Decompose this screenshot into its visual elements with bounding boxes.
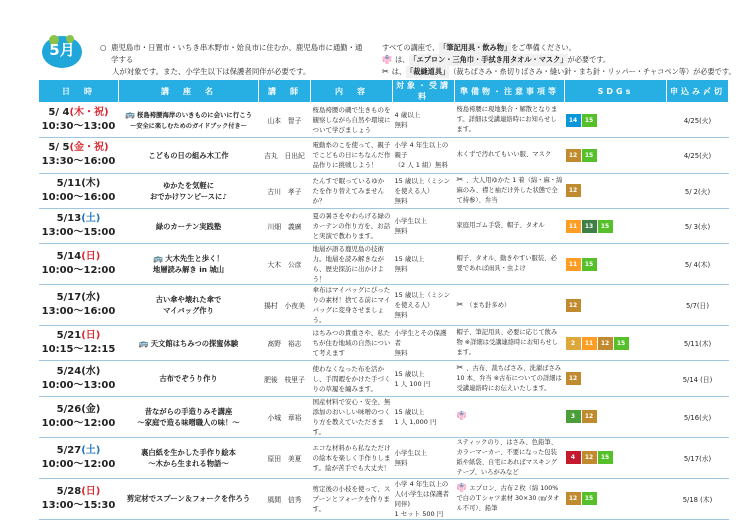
sewing-icon: ✂ bbox=[456, 175, 464, 185]
deadline-cell: 5/17(水) bbox=[667, 437, 729, 478]
course-cell bbox=[119, 103, 259, 138]
content-cell: 夏の暑さをやわらげる緑のカーテンの作り方を、お話と実演で教わります。 bbox=[311, 208, 393, 243]
sdg-goal-icon: 4 bbox=[566, 451, 581, 464]
course-cell bbox=[119, 138, 259, 173]
sdg-goal-icon: 3 bbox=[566, 410, 581, 423]
weekday-value: (金・祝) bbox=[69, 142, 109, 154]
date-cell bbox=[39, 396, 119, 437]
sdg-icons bbox=[566, 220, 630, 233]
instructor-cell: 髙野 裕志 bbox=[259, 326, 311, 361]
sdgs-cell bbox=[565, 208, 667, 243]
sdg-goal-icon: 15 bbox=[582, 258, 597, 271]
table-row bbox=[39, 396, 729, 437]
preparation-text: 家庭用ゴム手袋、帽子、タオル bbox=[456, 222, 545, 230]
deadline-cell: 5/ 2(火) bbox=[667, 173, 729, 208]
sdg-goal-icon: 15 bbox=[582, 492, 597, 505]
course-table bbox=[38, 79, 729, 520]
target-audience: 小学 4 年生以上の人(小学生は保護者同伴) bbox=[394, 479, 450, 508]
preparation-cell bbox=[455, 437, 565, 478]
date-cell bbox=[39, 173, 119, 208]
target-audience: 小学生とその保護者 bbox=[394, 329, 447, 348]
date-cell bbox=[39, 437, 119, 478]
target-audience: 15 歳以上 bbox=[394, 255, 425, 264]
course-title: こどもの日の組み木工作 bbox=[148, 150, 229, 160]
course-title-line bbox=[121, 406, 257, 417]
table-row bbox=[39, 361, 729, 396]
target-audience: 4 歳以上 bbox=[394, 111, 421, 120]
table-row bbox=[39, 138, 729, 173]
course-title-line bbox=[121, 294, 257, 305]
table-row bbox=[39, 478, 729, 519]
sdg-icons bbox=[566, 451, 630, 464]
sdg-goal-icon: 11 bbox=[566, 258, 581, 271]
weekday-value: (土) bbox=[81, 444, 101, 456]
sdg-goal-icon: 11 bbox=[582, 337, 597, 350]
sdg-goal-icon: 14 bbox=[566, 114, 581, 127]
target-audience: 15 歳以上（ミシンを使える人） bbox=[394, 291, 451, 310]
preparation-cell bbox=[455, 285, 565, 326]
content-cell: 電動糸のこを使って、親子でこどもの日にちなんだ作品作りに挑戦しよう！ bbox=[311, 138, 393, 173]
deadline-cell: 5/11(木) bbox=[667, 326, 729, 361]
course-title-line bbox=[121, 109, 257, 121]
date-line bbox=[41, 485, 117, 499]
date-value: 5/14 bbox=[56, 251, 82, 263]
course-title: 大木先生と歩く！ bbox=[165, 254, 224, 264]
sdg-icons bbox=[566, 337, 630, 350]
sdg-goal-icon: 12 bbox=[598, 337, 613, 350]
course-title: 桜島袴腰海岸のいきものに会いに行こう bbox=[136, 110, 252, 119]
header-preparation: 準備物・注意事項等 bbox=[455, 80, 565, 103]
time-range: 10:00～12:00 bbox=[41, 265, 116, 277]
course-title-line bbox=[121, 338, 257, 349]
preparation-text: 帽子、タオル、動きやすい服装、必要であれば雨具・虫よけ bbox=[456, 255, 557, 273]
course-subtitle: ～木から生まれる物語～ bbox=[148, 458, 229, 468]
course-cell bbox=[119, 437, 259, 478]
table-row bbox=[39, 173, 729, 208]
sdg-icons bbox=[566, 114, 630, 127]
preparation-cell bbox=[455, 208, 565, 243]
date-value: 5/ 5 bbox=[48, 142, 70, 154]
date-value: 5/27 bbox=[56, 444, 82, 456]
sdgs-cell bbox=[565, 173, 667, 208]
content-cell: はちみつの貴重さや、私たちが住む地域の自然について考えます bbox=[311, 326, 393, 361]
instructor-cell: 川畑 義廣 bbox=[259, 208, 311, 243]
course-title-line bbox=[121, 150, 257, 161]
table-row bbox=[39, 285, 729, 326]
fee: 無料 bbox=[394, 227, 408, 236]
fee: 無料 bbox=[394, 196, 408, 205]
date-cell bbox=[39, 208, 119, 243]
course-cell bbox=[119, 208, 259, 243]
date-cell bbox=[39, 138, 119, 173]
bus-icon: 🚌 bbox=[153, 254, 164, 264]
instructor-cell: 吉丸 日出紀 bbox=[259, 138, 311, 173]
course-cell bbox=[119, 361, 259, 396]
header-deadline: 申込み〆切 bbox=[667, 80, 729, 103]
course-title: 昔ながらの手造りみそ講座 bbox=[144, 406, 233, 416]
note-line: 人が対象です。また、小学生以下は保護者同伴が必要です。 bbox=[112, 67, 311, 76]
sewing-icon: ✂ bbox=[382, 67, 389, 76]
target-audience: 小学生以上 bbox=[394, 217, 427, 226]
sdg-goal-icon: 15 bbox=[582, 149, 597, 162]
weekday-value: (水) bbox=[81, 365, 101, 377]
preparation-text: 桜島袴腰に現地集合・解散となります。詳細は受講連絡時にお知らせします。 bbox=[456, 106, 558, 134]
date-line bbox=[41, 106, 117, 120]
content-cell: 傘布はマイバッグにぴったりの素材！捨てる前にマイバッグに変身させましょう。 bbox=[311, 285, 393, 326]
sdg-goal-icon: 12 bbox=[566, 184, 581, 197]
date-line bbox=[41, 212, 117, 226]
course-title-line bbox=[121, 180, 257, 191]
fee: （2 人 1 組）無料 bbox=[394, 161, 448, 170]
course-subtitle: ～家庭で造る味噌職人の味！～ bbox=[137, 417, 240, 427]
fee: 無料 bbox=[394, 349, 408, 358]
course-title-line bbox=[121, 221, 257, 232]
weekday-value: (土) bbox=[81, 213, 101, 225]
header-target-fee: 対象・受講料 bbox=[393, 80, 455, 103]
instructor-cell: 揚村 小夜美 bbox=[259, 285, 311, 326]
target-fee-cell bbox=[393, 173, 455, 208]
content-cell: 地層が語る鹿児島の技術力。地層を読み解きながら、歴史探訪に出かけよう！ bbox=[311, 244, 393, 285]
preparation-cell bbox=[455, 103, 565, 138]
preparation-cell bbox=[455, 138, 565, 173]
target-fee-cell bbox=[393, 326, 455, 361]
course-cell bbox=[119, 173, 259, 208]
deadline-cell: 5/ 4(木) bbox=[667, 244, 729, 285]
time-range: 13:00～15:30 bbox=[41, 499, 116, 511]
fee: 無料 bbox=[394, 458, 408, 467]
date-value: 5/ 4 bbox=[48, 107, 70, 119]
header-instructor: 講 師 bbox=[259, 80, 311, 103]
date-value: 5/24 bbox=[56, 365, 82, 377]
course-title-line bbox=[121, 373, 257, 384]
sdg-icons bbox=[566, 149, 630, 162]
weekday-value: (金) bbox=[81, 403, 101, 415]
date-cell bbox=[39, 361, 119, 396]
course-title-line bbox=[121, 493, 257, 504]
apron-icon: 👘 bbox=[456, 411, 467, 421]
table-row bbox=[39, 326, 729, 361]
date-line bbox=[41, 177, 117, 191]
apron-icon: 👘 bbox=[382, 55, 392, 64]
sdg-goal-icon: 2 bbox=[566, 337, 581, 350]
month-badge bbox=[40, 30, 84, 70]
table-header-row bbox=[39, 80, 729, 103]
weekday-value: (木・祝) bbox=[69, 107, 109, 119]
target-audience: 小学生以上 bbox=[394, 448, 427, 457]
instructor-cell: 大木 公彦 bbox=[259, 244, 311, 285]
target-fee-cell bbox=[393, 437, 455, 478]
course-subtitle: おでかけワンピースに♪ bbox=[150, 191, 227, 201]
header-sdgs: SDGs bbox=[565, 80, 667, 103]
bus-icon: 🚌 bbox=[138, 338, 149, 348]
target-fee-cell bbox=[393, 103, 455, 138]
deadline-cell: 5/18 (木) bbox=[667, 478, 729, 519]
supplies-line: ✂ は、 「裁縫道具」 （裁ちばさみ・糸切りばさみ・縫い針・まち針・リッパー・チャコペン等）が必要です。 bbox=[382, 67, 736, 76]
course-cell bbox=[119, 326, 259, 361]
sdgs-cell bbox=[565, 138, 667, 173]
sdg-icons bbox=[566, 372, 630, 385]
course-title: 裏白紙を生かした手作り絵本 bbox=[141, 447, 236, 457]
content-cell: 使わなくなった布を活かし、手間暇をかけた手づくりの草履を編みます。 bbox=[311, 361, 393, 396]
apron-icon: 👘 bbox=[456, 483, 467, 493]
date-cell bbox=[39, 285, 119, 326]
weekday-value: (木) bbox=[81, 177, 101, 189]
table-row bbox=[39, 103, 729, 138]
instructor-cell: 山本 智子 bbox=[259, 103, 311, 138]
sewing-icon: ✂ bbox=[456, 363, 464, 373]
sdg-goal-icon: 11 bbox=[566, 220, 581, 233]
course-title: 天文館はちみつの探蜜体験 bbox=[150, 338, 239, 348]
time-range: 10:30～13:00 bbox=[41, 121, 116, 133]
date-value: 5/21 bbox=[56, 330, 82, 342]
sdg-icons bbox=[566, 410, 630, 423]
deadline-cell: 5/14 (日) bbox=[667, 361, 729, 396]
supplies-notes bbox=[382, 42, 750, 78]
target-audience: 小学 4 年生以上の親子 bbox=[394, 141, 449, 160]
course-subtitle: マイバッグ作り bbox=[163, 306, 214, 316]
deadline-cell: 5/7(日) bbox=[667, 285, 729, 326]
date-cell bbox=[39, 326, 119, 361]
date-line bbox=[41, 141, 117, 155]
preparation-text: エプロン、古布２枚（綿 100%で白のＴシャツ素材 30×30 ㎝/タオル不可）、鉛筆 bbox=[456, 485, 560, 513]
course-title: 古布でぞうり作り bbox=[159, 374, 218, 384]
preparation-cell bbox=[455, 244, 565, 285]
note-line: ○ 鹿児島市・日置市・いちき串木野市・姶良市に住むか、鹿児島市に通勤・通学する bbox=[100, 43, 363, 64]
content-cell: たんすで眠っているゆかたを作り替えてみませんか？ bbox=[311, 173, 393, 208]
fee: 1 セット 500 円 bbox=[394, 509, 444, 518]
course-title: ゆかたを気軽に bbox=[162, 180, 215, 190]
date-value: 5/28 bbox=[56, 485, 82, 497]
sdgs-cell bbox=[565, 285, 667, 326]
date-line bbox=[41, 291, 117, 305]
sdg-goal-icon: 12 bbox=[566, 149, 581, 162]
course-cell bbox=[119, 285, 259, 326]
time-range: 10:00～12:00 bbox=[41, 458, 116, 470]
sdgs-cell bbox=[565, 244, 667, 285]
time-range: 13:00～16:00 bbox=[41, 306, 116, 318]
sdg-icons bbox=[566, 258, 630, 271]
sdg-icons bbox=[566, 492, 630, 505]
sdg-goal-icon: 13 bbox=[582, 220, 597, 233]
target-audience: 15 歳以上 bbox=[394, 407, 425, 416]
preparation-cell bbox=[455, 478, 565, 519]
course-title-line bbox=[121, 253, 257, 264]
sdg-goal-icon: 12 bbox=[566, 299, 581, 312]
time-range: 10:15～12:15 bbox=[41, 344, 116, 356]
target-fee-cell bbox=[393, 285, 455, 326]
sdgs-cell bbox=[565, 478, 667, 519]
header-datetime: 日 時 bbox=[39, 80, 119, 103]
preparation-cell bbox=[455, 396, 565, 437]
target-fee-cell bbox=[393, 396, 455, 437]
date-value: 5/13 bbox=[56, 213, 82, 225]
sdg-goal-icon: 15 bbox=[598, 220, 613, 233]
preparation-text: スティックのり、はさみ、色鉛筆、カラーマーカー、不要になった包装紙や紙袋、自宅にあればマスキングテープ、いろがみなど bbox=[456, 438, 558, 476]
table-row bbox=[39, 208, 729, 243]
supplies-line: すべての講座で、 「筆記用具・飲み物」 をご準備ください。 bbox=[382, 43, 576, 52]
course-title-line bbox=[121, 447, 257, 458]
course-title: 剪定材でスプーン＆フォークを作ろう bbox=[126, 494, 251, 504]
preparation-text: 木くずで汚れてもいい服、マスク bbox=[456, 151, 552, 159]
header-content: 内 容 bbox=[311, 80, 393, 103]
weekday-value: (水) bbox=[81, 292, 101, 304]
course-title: 緑のカーテン実践塾 bbox=[155, 221, 222, 231]
weekday-value: (日) bbox=[81, 330, 101, 342]
course-cell bbox=[119, 244, 259, 285]
time-range: 10:00～13:00 bbox=[41, 379, 116, 391]
sdg-icons bbox=[566, 299, 630, 312]
sdgs-cell bbox=[565, 437, 667, 478]
sdgs-cell bbox=[565, 396, 667, 437]
bus-icon: 🚌 bbox=[125, 109, 135, 119]
time-range: 10:00～12:00 bbox=[41, 417, 116, 429]
sdgs-cell bbox=[565, 103, 667, 138]
sdg-goal-icon: 12 bbox=[582, 410, 597, 423]
date-line bbox=[41, 329, 117, 343]
sdg-goal-icon: 12 bbox=[582, 451, 597, 464]
sdg-goal-icon: 12 bbox=[566, 492, 581, 505]
instructor-cell: 風間 信秀 bbox=[259, 478, 311, 519]
target-fee-cell bbox=[393, 361, 455, 396]
date-cell bbox=[39, 244, 119, 285]
month-label: 5月 bbox=[49, 41, 75, 59]
sdgs-cell bbox=[565, 326, 667, 361]
content-cell: 国産材料で安心・安全、無添加のおいしい味噌のつくり方を教えていただきます。 bbox=[312, 397, 391, 436]
sdg-goal-icon: 15 bbox=[614, 337, 629, 350]
sdg-goal-icon: 15 bbox=[598, 451, 613, 464]
content-cell: 剪定後の小枝を使って、スプーンとフォークを作ります。 bbox=[311, 478, 393, 519]
course-cell bbox=[119, 478, 259, 519]
instructor-cell: 小城 章裕 bbox=[259, 396, 311, 437]
course-subtitle: 地層読み解き in 城山 bbox=[152, 265, 225, 275]
date-line bbox=[41, 444, 117, 458]
course-title: 古い傘や壊れた傘で bbox=[155, 295, 222, 305]
date-cell bbox=[39, 103, 119, 138]
fee: 無料 bbox=[394, 311, 408, 320]
header-course: 講 座 名 bbox=[119, 80, 259, 103]
date-cell bbox=[39, 478, 119, 519]
fee: 1 人 100 円 bbox=[394, 379, 431, 388]
table-row bbox=[39, 244, 729, 285]
target-fee-cell bbox=[393, 138, 455, 173]
time-range: 10:00～16:00 bbox=[41, 191, 116, 203]
preparation-cell bbox=[455, 326, 565, 361]
date-value: 5/11 bbox=[56, 177, 82, 189]
fee: 無料 bbox=[394, 265, 408, 274]
sdgs-cell bbox=[565, 361, 667, 396]
preparation-text: 帽子、筆記用具、必要に応じて飲み物 ※詳細は受講連絡時にお知らせします。 bbox=[456, 329, 559, 357]
target-audience: 15 歳以上（ミシンを使える人） bbox=[394, 176, 451, 195]
deadline-cell: 5/16(火) bbox=[667, 396, 729, 437]
target-fee-cell bbox=[393, 244, 455, 285]
time-range: 13:30～16:00 bbox=[41, 156, 116, 168]
course-cell bbox=[119, 396, 259, 437]
content-cell: エコな材料から私なただけの絵本を楽しく手作りします。絵が苦手でも大丈夫！ bbox=[311, 437, 393, 478]
fee: 無料 bbox=[394, 121, 408, 130]
table-row bbox=[39, 437, 729, 478]
weekday-value: (日) bbox=[81, 485, 101, 497]
date-line bbox=[41, 250, 117, 264]
deadline-cell: 5/ 3(水) bbox=[667, 208, 729, 243]
weekday-value: (日) bbox=[81, 251, 101, 263]
preparation-cell bbox=[455, 361, 565, 396]
content-cell: 桜島袴腰の磯で生きものを観察しながら自然や環境について学びましょう bbox=[311, 103, 393, 138]
date-value: 5/26 bbox=[56, 403, 82, 415]
date-line bbox=[41, 365, 117, 379]
time-range: 13:00～15:00 bbox=[41, 227, 116, 239]
preparation-text: 、大人用ゆかた 1 着（綿・麻・綿麻のみ、襟と袖だけ外した状態で全て持参）、弁当 bbox=[456, 177, 563, 205]
date-line bbox=[41, 403, 117, 417]
target-fee-cell bbox=[393, 478, 455, 519]
instructor-cell: 古川 孝子 bbox=[259, 173, 311, 208]
instructor-cell: 肥後 枝里子 bbox=[259, 361, 311, 396]
preparation-text: 、古布、裁ちばさみ、洗濯ばさみ 10 本、弁当 ※古布についての詳細は受講連絡時にお伝えいたします。 bbox=[456, 365, 562, 393]
fee: 1 人 1,000 円 bbox=[394, 417, 437, 426]
date-value: 5/17 bbox=[56, 292, 82, 304]
preparation-cell bbox=[455, 173, 565, 208]
target-fee-cell bbox=[393, 208, 455, 243]
sdg-goal-icon: 15 bbox=[582, 114, 597, 127]
deadline-cell: 4/25(火) bbox=[667, 103, 729, 138]
instructor-cell: 原田 美夏 bbox=[259, 437, 311, 478]
course-subtitle: ～安全に楽しむためのガイドブック付き～ bbox=[130, 122, 247, 130]
supplies-line: 👘 は、 「エプロン・三角巾・手拭き用タオル・マスク」 が必要です。 bbox=[382, 55, 611, 64]
sdg-icons bbox=[566, 184, 630, 197]
sewing-icon: ✂ bbox=[456, 299, 464, 309]
preparation-text: （まち針多め） bbox=[466, 301, 511, 309]
target-audience: 15 歳以上 bbox=[394, 369, 425, 378]
deadline-cell: 4/25(火) bbox=[667, 138, 729, 173]
sdg-goal-icon: 12 bbox=[566, 372, 581, 385]
